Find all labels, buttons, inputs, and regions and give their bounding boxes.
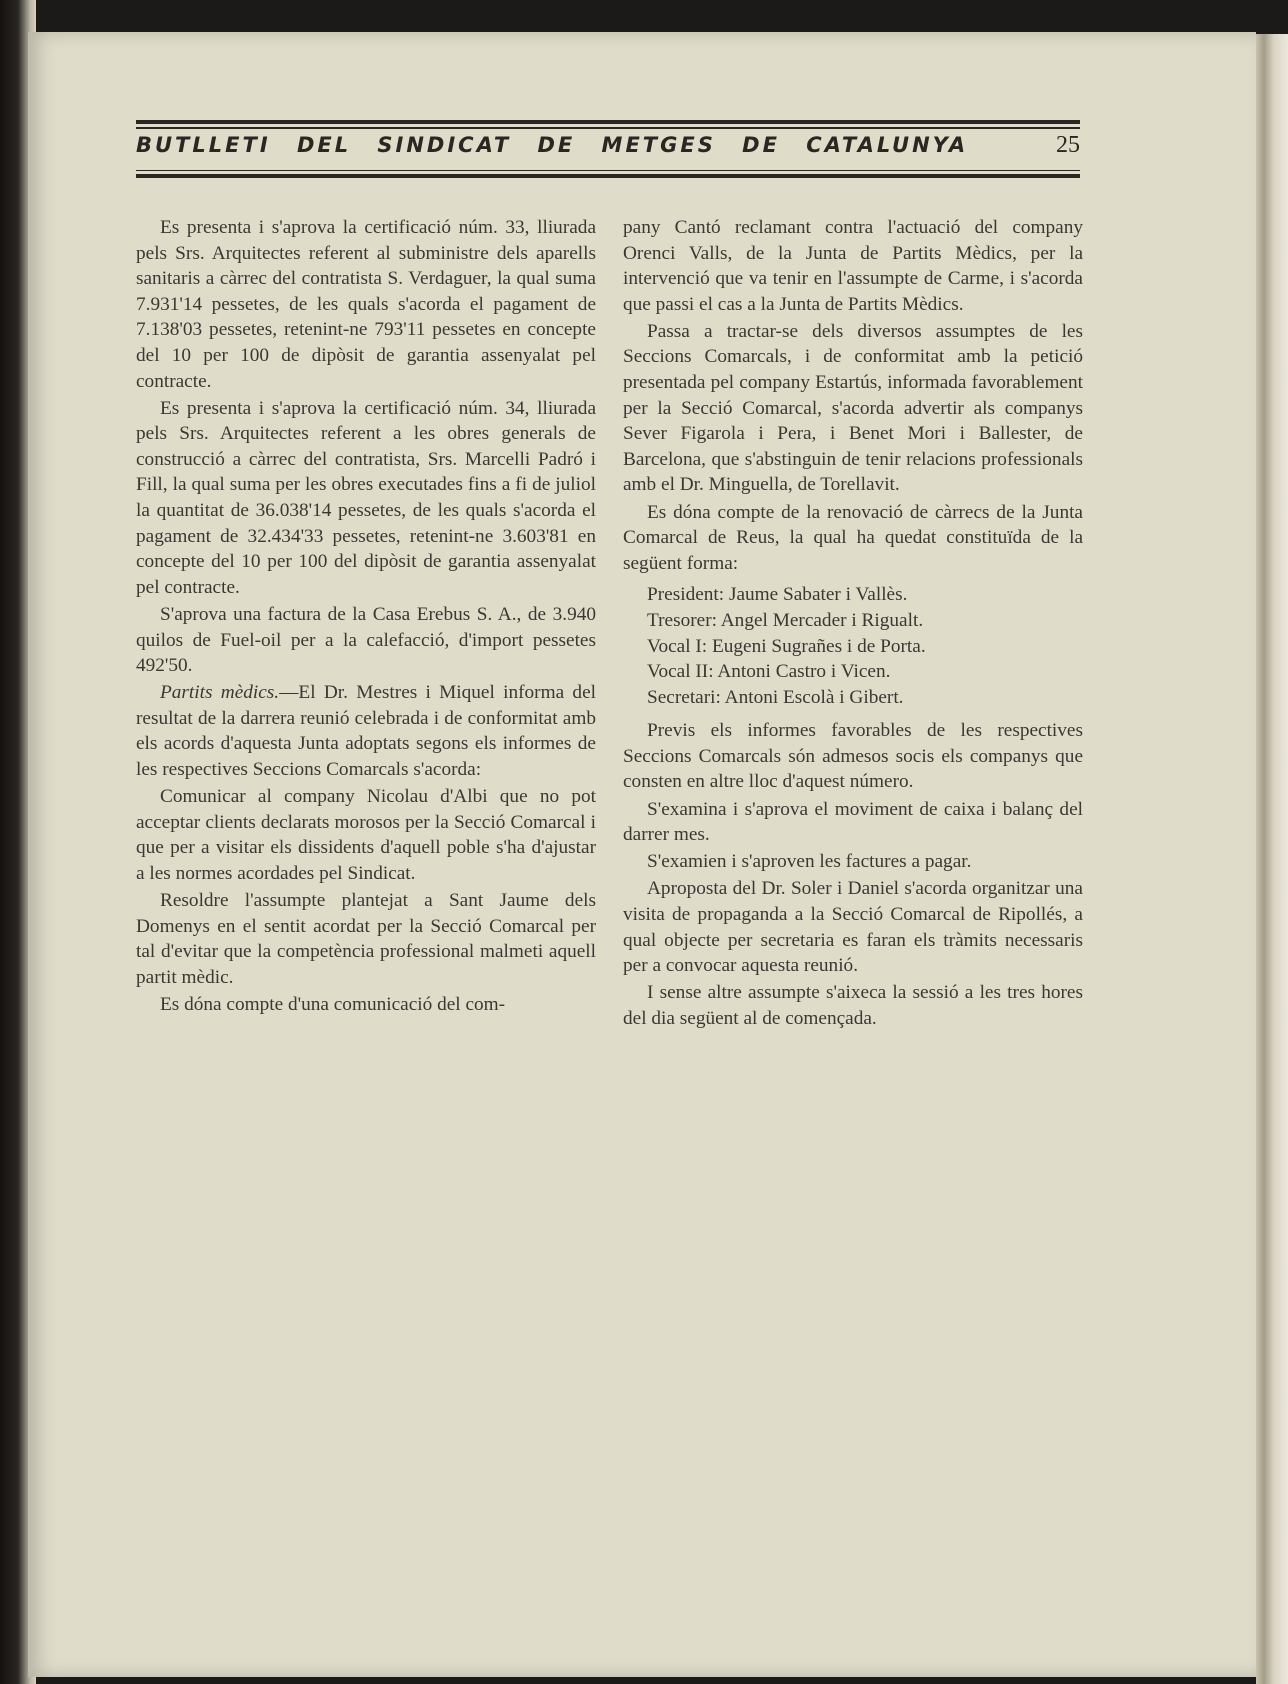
paragraph: Es presenta i s'aprova la certificació núm. 34, lliurada pels Srs. Arquitectes referent a les obres generals de construcció a càrrec del contratista, Srs. Marcelli Padró i Fill, la qual suma per les obres executades fins a fi de juliol la quantitat de 36.038'14 pessetes, de les quals s'acorda el pagament de 32.434'33 pessetes, retenint-ne 3.603'81 en concepte del 10 per 100 del dipòsit de garantia assenyalat pel contracte. [136, 397, 596, 598]
roster-row: Tresorer: Angel Mercader i Rigualt. [647, 609, 924, 631]
paragraph: S'examien i s'aproven les factures a pagar. [647, 851, 972, 873]
roster-row: President: Jaume Sabater i Vallès. [647, 584, 908, 606]
journal-title: BUTLLETI DEL SINDICAT DE METGES DE CATALUNYA [136, 132, 969, 157]
roster-name: Antoni Escolà i Gibert. [724, 686, 904, 708]
roster-row: Secretari: Antoni Escolà i Gibert. [647, 686, 904, 708]
paragraph: Es dóna compte d'una comunicació del com- [160, 993, 506, 1015]
roster-name: Angel Mercader i Rigualt. [720, 609, 924, 631]
paragraph: Passa a tractar-se dels diversos assumptes de les Seccions Comarcals, i de conformitat amb la petició presentada pel company Estartús, informada favorablement per la Secció Comarcal, s'acorda advertir als companys Sever Figarola i Pera, i Benet Mori i Ballester, de Barcelona, que s'abstinguin de tenir relacions professionals amb el Dr. Minguella, de Torellavit. [623, 320, 1083, 496]
roster-name: Antoni Castro i Vicen. [717, 661, 891, 683]
header-row [136, 132, 1080, 170]
roster-role: Vocal II [647, 661, 709, 683]
roster-row: Vocal II: Antoni Castro i Vicen. [647, 661, 891, 683]
left-column [136, 215, 596, 1019]
paragraph: I sense altre assumpte s'aixeca la sessió a les tres hores del dia següent al de començada. [623, 982, 1083, 1029]
paragraph: Aproposta del Dr. Soler i Daniel s'acorda organitzar una visita de propaganda a la Secció Comarcal de Ripollés, a qual objecte per secretaria es faran els tràmits necessaris per a convocar aquesta reunió. [623, 878, 1083, 977]
paragraph-text: —El Dr. Mestres i Miquel informa del resultat de la darrera reunió celebrada i de conformitat amb els acords d'aquesta Junta adoptats segons els informes de les respectives Seccions Comarcals s'acorda: [136, 682, 596, 780]
page-number: 25 [1056, 131, 1080, 158]
roster-role: President [647, 584, 719, 606]
paragraph: Es presenta i s'aprova la certificació núm. 33, lliurada pels Srs. Arquitectes referent al subministre dels aparells sanitaris a càrrec del contratista S. Verdaguer, la qual suma 7.931'14 pessetes, de les quals s'acorda el pagament de 7.138'03 pessetes, retenint-ne 793'11 pessetes en concepte del 10 per 100 de dipòsit de garantia assenyalat pel contracte. [136, 217, 596, 392]
paragraph: Previs els informes favorables de les respectives Seccions Comarcals són admesos socis els companys que consten en altre lloc d'aquest número. [623, 720, 1083, 793]
roster-row: Vocal I: Eugeni Sugrañes i de Porta. [647, 635, 926, 657]
roster-name: Eugeni Sugrañes i de Porta. [711, 635, 926, 657]
committee-roster [623, 582, 1083, 710]
section-heading: Partits mèdics. [160, 682, 280, 704]
roster-role: Vocal I [647, 635, 702, 657]
paragraph [136, 680, 596, 782]
roster-role: Tresorer [647, 609, 712, 631]
roster-role: Secretari [647, 686, 716, 708]
header-rule-top-thin [136, 127, 1080, 129]
paragraph: Resoldre l'assumpte plantejat a Sant Jaume dels Domenys en el sentit acordat per la Secció Comarcal per tal d'evitar que la competència professional malmeti aquell partit mèdic. [136, 889, 596, 988]
right-column [623, 215, 1083, 1033]
paragraph: Es dóna compte de la renovació de càrrecs de la Junta Comarcal de Reus, la qual ha quedat constituïda de la següent forma: [623, 501, 1083, 574]
paragraph: pany Cantó reclamant contra l'actuació del company Orenci Valls, de la Junta de Partits Mèdics, per la intervenció que va tenir en l'assumpte de Carme, i s'acorda que passi el cas a la Junta de Partits Mèdics. [623, 217, 1083, 315]
paragraph: S'aprova una factura de la Casa Erebus S. A., de 3.940 quilos de Fuel-oil per a la calefacció, d'import pessetes 492'50. [136, 603, 596, 677]
roster-name: Jaume Sabater i Vallès. [728, 584, 908, 606]
running-header [136, 120, 1080, 178]
header-rule-top-thick [136, 120, 1080, 124]
paragraph: Comunicar al company Nicolau d'Albi que no pot acceptar clients declarats morosos per la Secció Comarcal i que per a visitar els dissidents d'aquell poble s'ha d'ajustar a les normes acordades pel Sindicat. [136, 786, 596, 884]
paragraph: S'examina i s'aprova el moviment de caixa i balanç del darrer mes. [623, 798, 1083, 846]
header-rule-bottom-thick [136, 174, 1080, 178]
header-rule-bottom-thin [136, 170, 1080, 172]
page-right-edge [1256, 34, 1288, 1684]
